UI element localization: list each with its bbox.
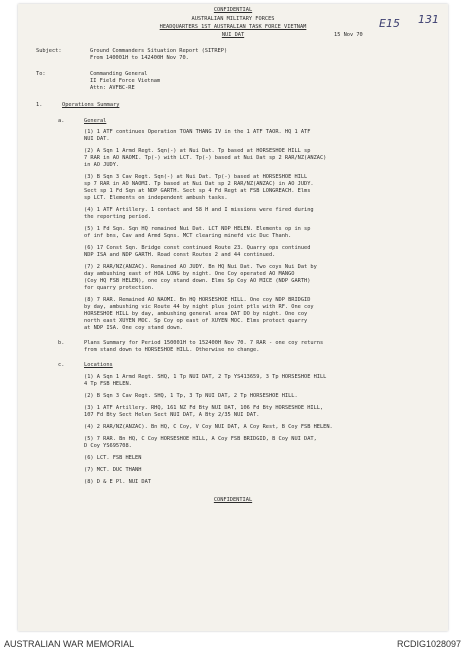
addressee-line: II Field Force Vietnam — [90, 78, 161, 84]
report-line: in AO JUDY. — [84, 162, 120, 168]
location-line: (3) 1 ATF Artillery. RHQ, 161 NZ Fd Bty NUI DAT, 106 Fd Bty HORSESHOE HILL, — [84, 405, 324, 411]
classification-bottom: CONFIDENTIAL — [213, 497, 253, 503]
report-line: HORSESHOE HILL by day, ambushing general area DAT DO by night. One coy — [84, 311, 308, 317]
report-line: the reporting period. — [84, 214, 151, 220]
report-line: (5) 1 Fd Sqn. Sqn HQ remained Nui Dat. LCT NDP HELEN. Elements op in sp — [84, 226, 311, 232]
report-line: Sect sp 1 Fd Sqn at NDP GARTH. Sect sp 4 Fd Regt at FSB LONGREACH. Elms — [84, 188, 311, 194]
document-page — [18, 4, 448, 631]
handwritten-ref: E15 — [379, 17, 400, 30]
header-org: AUSTRALIAN MILITARY FORCES — [191, 16, 275, 22]
location-line: 4 Tp FSB HELEN. — [84, 381, 132, 387]
section-number: 1. — [36, 102, 43, 108]
report-line: for quarry protection. — [84, 285, 155, 291]
plans-line: from stand down to HORSESHOE HILL. Otherwise no change. — [84, 347, 260, 353]
classification-top: CONFIDENTIAL — [213, 7, 253, 13]
addressee-line: Attn: AVFBC-RE — [90, 85, 135, 91]
subsection-letter: c. — [58, 362, 65, 368]
subsection-title: General — [84, 118, 107, 124]
report-line: (3) B Sqn 3 Cav Regt. Sqn(-) at Nui Dat. Tp(-) based at HORSESHOE HILL — [84, 174, 308, 180]
report-line: (1) 1 ATF continues Operation TOAN THANG IV in the 1 ATF TAOR. HQ 1 ATF — [84, 129, 311, 135]
report-line: (8) 7 RAR. Remained AO NAOMI. Bn HQ HORSESHOE HILL. One coy NDP BRIDGID — [84, 297, 311, 303]
location-line: (1) A Sqn 1 Armd Regt. SHQ, 1 Tp NUI DAT, 2 Tp YS413659, 3 Tp HORSESHOE HILL — [84, 374, 327, 380]
report-line: NDP ISA and NDP GARTH. Road const Routes 2 and 44 continued. — [84, 252, 276, 258]
location-line: 107 Fd Bty Sect Helen Sect NUI DAT, A Bty 2/35 NUI DAT. — [84, 412, 260, 418]
subsection-letter: a. — [58, 118, 65, 124]
archive-name: AUSTRALIAN WAR MEMORIAL — [4, 639, 135, 649]
location-line: (8) D & E Pl. NUI DAT — [84, 479, 151, 485]
archive-footer — [0, 633, 465, 654]
location-line: (6) LCT. FSB HELEN — [84, 455, 142, 461]
report-line: north east XUYEN MOC. Sp Coy op east of XUYEN MOC. Elms protect quarry — [84, 318, 308, 324]
report-line: (4) 1 ATF Artillery. 1 contact and 58 H and I missions were fired during — [84, 207, 314, 213]
header-hq: HEADQUARTERS 1ST AUSTRALIAN TASK FORCE VIETNAM — [159, 24, 307, 30]
report-line: (7) 2 RAR/NZ(ANZAC). Remained AO JUDY. Bn HQ Nui Dat. Two coys Nui Dat by — [84, 264, 317, 270]
report-line: 7 RAR in AO NAOMI. Tp(-) with LCT. Tp(-) based at Nui Dat sp 2 RAR/NZ(ANZAC) — [84, 155, 327, 161]
report-line: day ambushing east of HOA LONG by night. One Coy operated AO MANGO — [84, 271, 295, 277]
subsection-letter: b. — [58, 340, 65, 346]
report-line: (2) A Sqn 1 Armd Regt. Sqn(-) at Nui Dat. Tp based at HORSESHOE HILL sp — [84, 148, 311, 154]
subject-line: Ground Commanders Situation Report (SITREP) — [90, 48, 228, 54]
archive-record-id: RCDIG1028097 — [396, 639, 461, 649]
location-line: (5) 7 RAR. Bn HQ, C Coy HORSESHOE HILL, A Coy FSB BRIDGID, B Coy NUI DAT, — [84, 436, 317, 442]
location-line: (2) B Sqn 3 Cav Regt. SHQ, 1 Tp, 3 Tp NUI DAT, 2 Tp HORSESHOE HILL. — [84, 393, 298, 399]
section-title: Operations Summary — [62, 102, 120, 108]
subject-line: From 140001H to 142400H Nov 70. — [90, 55, 189, 61]
subsection-title: Locations — [84, 362, 113, 368]
to-label: To: — [36, 71, 46, 77]
handwritten-page-number: 131 — [418, 13, 439, 26]
addressee-line: Commanding General — [90, 71, 148, 77]
report-line: (6) 17 Const Sqn. Bridge const continued Route 23. Quarry ops continued — [84, 245, 311, 251]
location-line: D Coy YS695708. — [84, 443, 132, 449]
report-line: at NDP ISA. One coy stand down. — [84, 325, 183, 331]
location-line: (7) MCT. DUC THANH — [84, 467, 142, 473]
plans-line: Plans Summary for Period 150001H to 152400H Nov 70. 7 RAR - one coy returns — [84, 340, 324, 346]
header-date: 15 Nov 70 — [334, 32, 363, 38]
report-line: (Coy HQ FSB HELEN), one coy stand down. Elms Sp Coy AO MICE (NDP GARTH) — [84, 278, 311, 284]
report-line: NUI DAT. — [84, 136, 110, 142]
report-line: of inf bns, Cav and Armd Sqns. MCT clearing minefd vic Duc Thanh. — [84, 233, 292, 239]
location-line: (4) 2 RAR/NZ(ANZAC). Bn HQ, C Coy, V Coy NUI DAT, A Coy Rest, B Coy FSB HELEN. — [84, 424, 333, 430]
report-line: by day, ambushing vic Route 44 by night plus joint ptls with RF. One coy — [84, 304, 314, 310]
report-line: sp 7 RAR in AO NAOMI. Tp based at Nui Dat sp 2 RAR/NZ(ANZAC) in AO JUDY. — [84, 181, 314, 187]
report-line: sp LCT. Elements on independent ambush tasks. — [84, 195, 228, 201]
subject-label: Subject: — [36, 48, 62, 54]
header-location: NUI DAT — [221, 32, 245, 38]
